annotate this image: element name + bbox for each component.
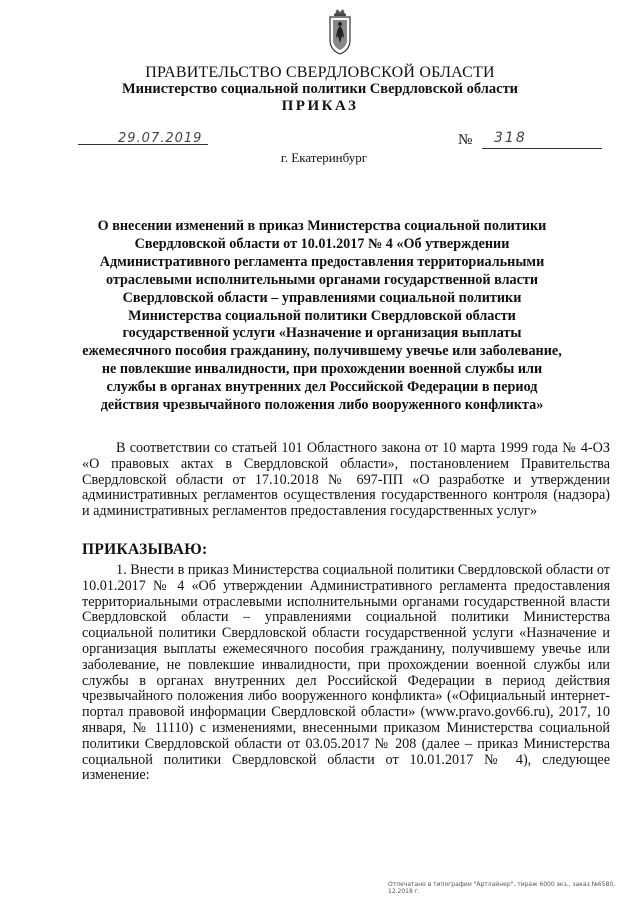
handwritten-number: 318 [494,130,527,146]
government-name: ПРАВИТЕЛЬСТВО СВЕРДЛОВСКОЙ ОБЛАСТИ [145,64,495,81]
ministry-name: Министерство социальной политики Свердловской области [121,81,519,97]
number-sign: № [458,132,473,148]
order-item-1: 1. Внести в приказ Министерства социальной политики Свердловской области от 10.01.2017 № 4 «Об утверждении Административного регламента предоставления территориальными отраслевыми исполнительными органами государственной власти Свердловской области – управлениями социальной политики Министерства социальной политики Свердловской области государственной услуги «Назначение и организация выплаты ежемесячного пособия гражданину, получившему увечье или заболевание, не повлекшие инвалидности, при прохождении военной службы или службы в органах внутренних дел Российской Федерации в период действия чрезвычайного положения либо вооруженного конфликта» («Официальный интернет-портал правовой информации Свердловской области» (www.pravo.gov66.ru), 2017, 10 января, № 11110) с изменениями, внесенными приказом Министерства социальной политики Свердловской области от 03.05.2017 № 208 (далее – приказ Министерства социальной политики Свердловской области от 10.01.2017 № 4), следующее изменение: [82,562,610,784]
number-underline [482,148,602,149]
print-footnote: Отпечатано в типографии "Артлайнер", тираж 6000 экз., заказ №6580, 12.2018 г. [388,881,616,895]
document-type: ПРИКАЗ [281,98,359,114]
city-name: г. Екатеринбург [280,150,368,165]
handwritten-date: 29.07.2019 [118,131,203,146]
coat-of-arms-emblem [326,8,354,56]
preamble-paragraph: В соответствии со статьей 101 Областного закона от 10 марта 1999 года № 4-ОЗ «О правовых актах в Свердловской области», постановлением Правительства Свердловской области от 17.10.2018 № 697-ПП «О разработке и утверждении административных регламентов осуществления государственного контроля (надзора) и административных регламентов предоставления государственных услуг» [82,440,610,520]
order-word: ПРИКАЗЫВАЮ: [82,541,208,558]
order-title: О внесении изменений в приказ Министерства социальной политики Свердловской области от 10.01.2017 № 4 «Об утверждении Административного регламента предоставления территориальными отраслевыми исполнительными органами государственной власти Свердловской области – управлениями социальной политики Министерства социальной политики Свердловской области государственной услуги «Назначение и организация выплаты ежемесячного пособия гражданину, получившему увечье или заболевание, не повлекшие инвалидности, при прохождении военной службы или службы в органах внутренних дел Российской Федерации в период действия чрезвычайного положения либо вооруженного конфликта» [82,218,562,414]
